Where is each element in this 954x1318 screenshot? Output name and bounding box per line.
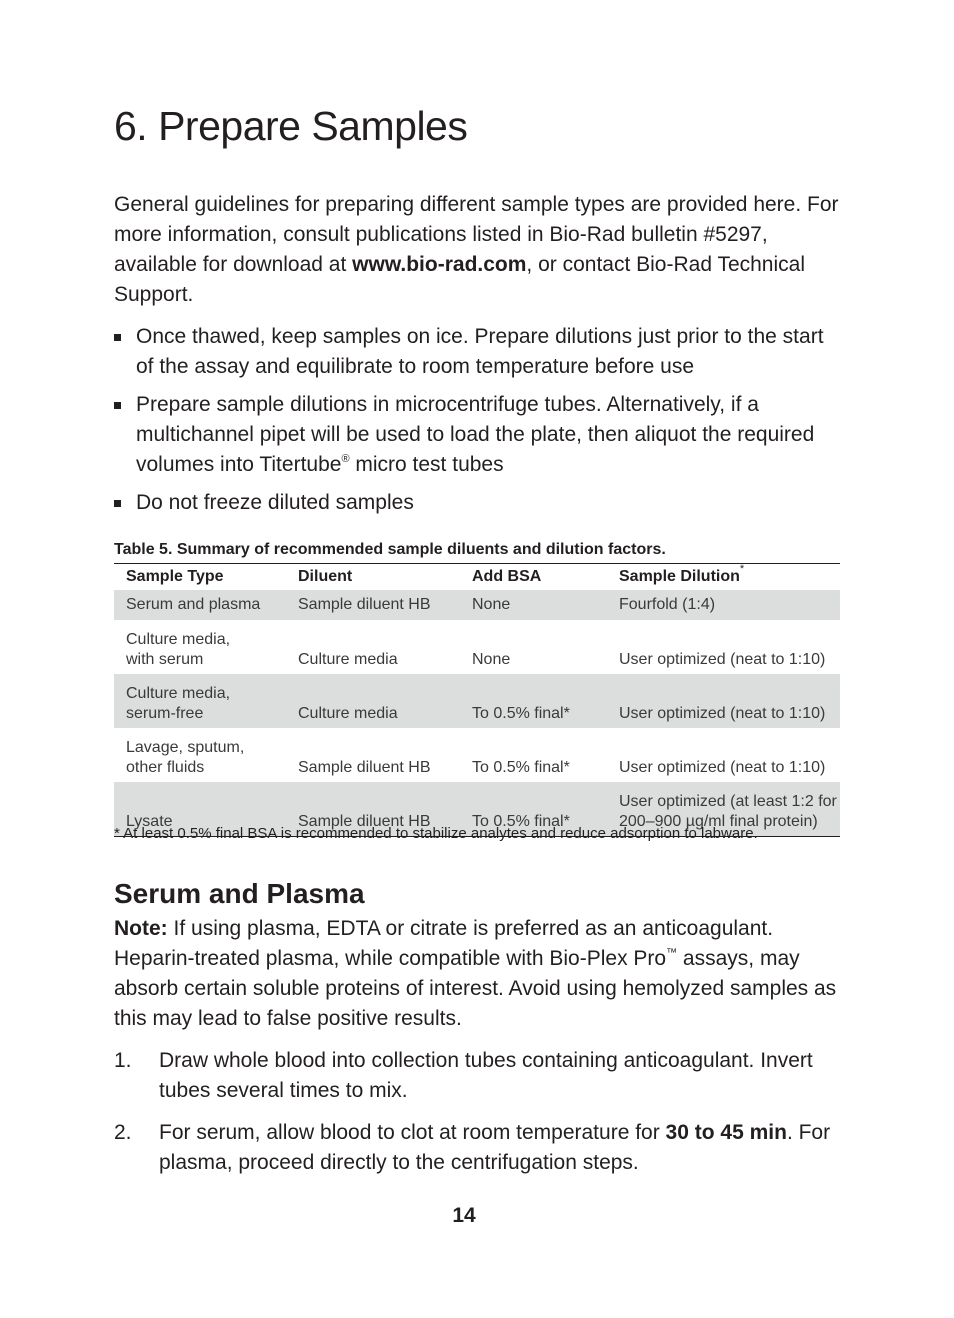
table-row — [114, 674, 840, 728]
page-title: 6. Prepare Samples — [114, 103, 468, 149]
square-bullet-icon — [114, 402, 121, 409]
header-sample-dilution — [607, 564, 840, 591]
table-row — [114, 620, 840, 674]
website-link[interactable]: www.bio-rad.com — [352, 253, 527, 276]
step-number: 1. — [114, 1049, 132, 1072]
header-diluent: Diluent — [286, 564, 460, 591]
intro-paragraph — [114, 190, 840, 310]
page-number: 14 — [452, 1204, 476, 1227]
header-add-bsa: Add BSA — [460, 564, 607, 591]
cell-dilution: User optimized (neat to 1:10) — [607, 674, 840, 728]
table-footnote: * At least 0.5% final BSA is recommended to stabilize analytes and reduce adsorption to labware. — [114, 825, 758, 842]
cell-bsa: None — [472, 651, 511, 668]
header-footnote-mark: * — [739, 563, 745, 575]
header-sample-type: Sample Type — [114, 564, 286, 591]
cell-line: 200–900 µg/ml final protein) — [619, 813, 818, 830]
cell-sample-type: Serum and plasma — [114, 590, 286, 620]
trademark-mark: ™ — [666, 947, 678, 959]
note-text-end: assays, may absorb certain soluble proteins of interest. Avoid using hemolyzed samples as this may lead to false positive results. — [114, 947, 837, 1030]
cell-dilution: Fourfold (1:4) — [607, 590, 840, 620]
bullet-text: Do not freeze diluted samples — [136, 491, 414, 514]
cell-diluent: Sample diluent HB — [286, 590, 460, 620]
cell-bsa: To 0.5% final* — [472, 759, 570, 776]
guideline-list — [114, 322, 840, 526]
cell-diluent: Culture media — [286, 674, 460, 728]
step-item — [114, 1046, 840, 1106]
square-bullet-icon — [114, 500, 121, 507]
note-paragraph — [114, 914, 840, 1034]
intro-text: General guidelines for preparing different sample types are provided here. For more information, consult publications listed in Bio-Rad bulletin #5297, available for download at — [114, 193, 839, 276]
step-item — [114, 1118, 840, 1178]
square-bullet-icon — [114, 334, 121, 341]
list-item — [114, 390, 840, 480]
note-text: If using plasma, EDTA or citrate is preferred as an anticoagulant. Heparin-treated plasma, while compatible with Bio-Plex Pro — [114, 917, 774, 970]
dilution-table — [114, 563, 840, 837]
cell-diluent: Sample diluent HB — [286, 782, 460, 837]
list-item — [114, 488, 840, 518]
bullet-text: Once thawed, keep samples on ice. Prepare dilutions just prior to the start of the assay and equilibrate to room temperature before use — [136, 325, 824, 378]
bullet-text: Prepare sample dilutions in microcentrifuge tubes. Alternatively, if a multichannel pipet will be used to load the plate, then aliquot the required volumes into Titertube — [136, 393, 815, 476]
step-text-end: . For plasma, proceed directly to the centrifugation steps. — [159, 1121, 831, 1174]
cell-dilution: User optimized (neat to 1:10) — [619, 651, 826, 668]
cell-dilution: User optimized (neat to 1:10) — [619, 759, 826, 776]
cell-diluent: Sample diluent HB — [298, 759, 431, 776]
cell-line: Lavage, sputum, — [126, 739, 245, 756]
cell-sample-type — [114, 674, 286, 728]
header-sample-dilution-label: Sample Dilution — [619, 568, 740, 585]
step-time: 30 to 45 min — [665, 1121, 787, 1144]
procedure-steps — [114, 1046, 840, 1190]
cell-bsa: To 0.5% final* — [460, 782, 607, 837]
cell-line: Culture media, — [126, 631, 231, 648]
cell-bsa: To 0.5% final* — [460, 674, 607, 728]
cell-line: Culture media, — [126, 685, 231, 702]
section-title: Serum and Plasma — [114, 878, 365, 909]
bullet-text-end: micro test tubes — [349, 453, 504, 476]
cell-line: with serum — [126, 651, 204, 668]
intro-text-end: , or contact Bio-Rad Technical Support. — [114, 253, 805, 306]
cell-line: serum-free — [126, 705, 204, 722]
table-header-row — [114, 564, 840, 591]
table-row — [114, 728, 840, 782]
step-text: For serum, allow blood to clot at room temperature for — [159, 1121, 666, 1144]
cell-bsa: None — [460, 590, 607, 620]
table-caption: Table 5. Summary of recommended sample diluents and dilution factors. — [114, 541, 666, 558]
cell-diluent: Culture media — [298, 651, 398, 668]
cell-sample-type — [114, 620, 286, 674]
cell-sample-type: Lysate — [114, 782, 286, 837]
note-label: Note: — [114, 917, 168, 940]
registered-mark: ® — [341, 453, 350, 465]
cell-line: other fluids — [126, 759, 205, 776]
cell-sample-type — [114, 728, 286, 782]
list-item — [114, 322, 840, 382]
step-number: 2. — [114, 1121, 132, 1144]
step-text: Draw whole blood into collection tubes containing anticoagulant. Invert tubes several times to mix. — [159, 1049, 813, 1102]
cell-line: User optimized (at least 1:2 for — [619, 793, 837, 810]
table-row — [114, 590, 840, 620]
